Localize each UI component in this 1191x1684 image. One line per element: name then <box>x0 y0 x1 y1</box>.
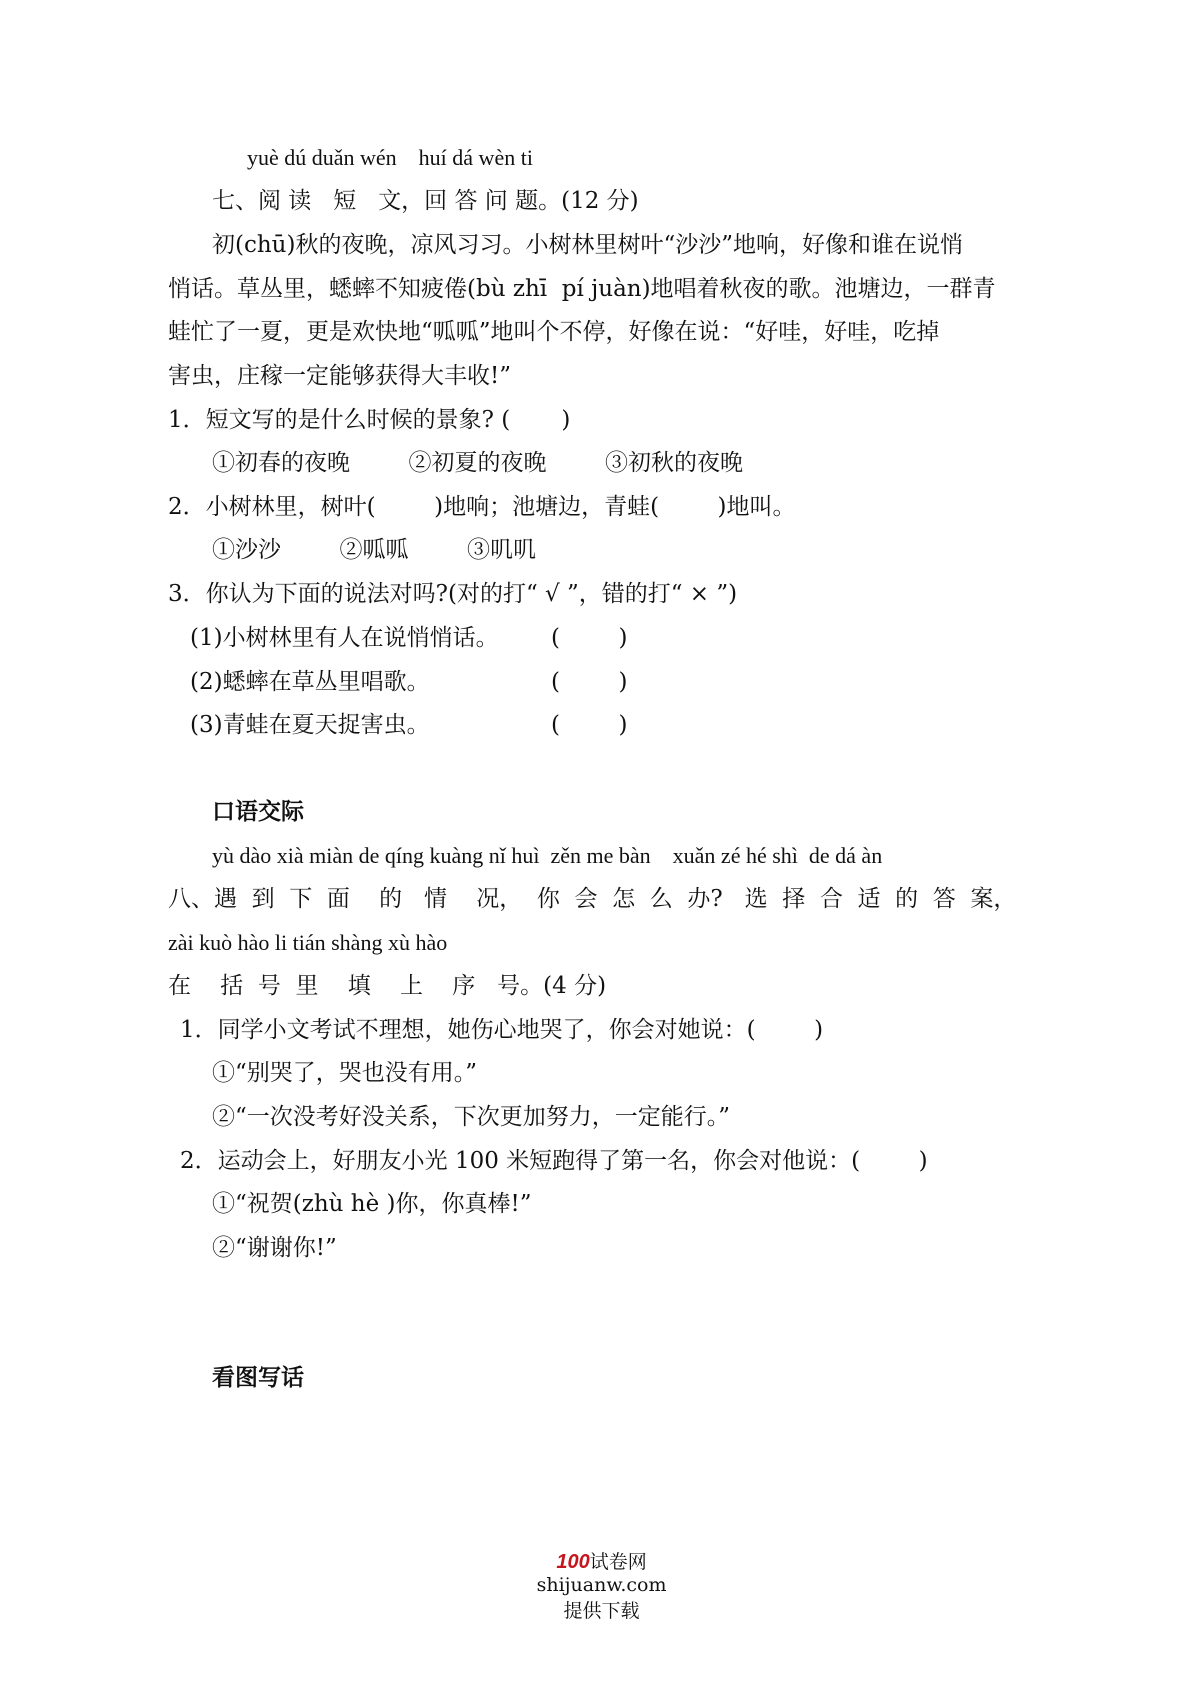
section7-pinyin: yuè dú duǎn wén huí dá wèn ti <box>247 145 533 170</box>
question-1: 1．短文写的是什么时候的景象? ( ) <box>168 407 571 433</box>
oral-question-2-option-1: ①“祝贺(zhù hè )你，你真棒!” <box>212 1191 532 1217</box>
section8-pinyin-2: zài kuò hào li tián shàng xù hào <box>168 930 448 955</box>
section8-heading-1: 八、遇 到 下 面 的 情 况， 你 会 怎 么 办? 选 择 合 适 的 答 案， <box>168 886 1017 912</box>
page-footer <box>0 1525 1191 1623</box>
statement-2: (2)蟋蟀在草丛里唱歌。 <box>190 669 430 695</box>
statement-1-answer-blank: ( ) <box>551 625 628 651</box>
oral-question-1-option-1: ①“别哭了，哭也没有用。” <box>212 1060 478 1086</box>
statement-3-answer-blank: ( ) <box>551 712 628 738</box>
question-1-options: ①初春的夜晚 ②初夏的夜晚 ③初秋的夜晚 <box>212 450 743 476</box>
question-2: 2．小树林里，树叶( )地响；池塘边，青蛙( )地叫。 <box>168 494 796 520</box>
passage-line-3: 蛙忙了一夏，更是欢快地“呱呱”地叫个不停，好像在说：“好哇，好哇，吃掉 <box>168 319 940 345</box>
footer-site-name: 试卷网 <box>589 1551 647 1573</box>
question-2-options: ①沙沙 ②呱呱 ③叽叽 <box>212 537 536 563</box>
section8-pinyin-1: yù dào xià miàn de qíng kuàng nǐ huì zěn me bàn xuǎn zé hé shì de dá àn <box>212 843 883 868</box>
oral-question-2: 2．运动会上，好朋友小光 100 米短跑得了第一名，你会对他说：( ) <box>180 1148 928 1174</box>
passage-line-2: 悄话。草丛里，蟋蟀不知疲倦(bù zhī pí juàn)地唱着秋夜的歌。池塘边，一群青 <box>168 276 996 302</box>
oral-question-1-option-2: ②“一次没考好没关系，下次更加努力，一定能行。” <box>212 1104 731 1130</box>
oral-question-1: 1．同学小文考试不理想，她伤心地哭了，你会对她说：( ) <box>180 1017 824 1043</box>
statement-3: (3)青蛙在夏天捉害虫。 <box>190 712 430 738</box>
footer-domain: shijuanw.com <box>536 1574 667 1596</box>
section7-heading: 七、阅 读 短 文，回 答 问 题。(12 分) <box>212 188 639 214</box>
footer-note: 提供下载 <box>563 1600 640 1622</box>
oral-question-2-option-2: ②“谢谢你!” <box>212 1235 337 1261</box>
site-logo-icon: 100 <box>556 1551 590 1573</box>
oral-section-title: 口语交际 <box>212 798 304 825</box>
passage-line-1: 初(chū)秋的夜晚，凉风习习。小树林里树叶“沙沙”地响，好像和谁在说悄 <box>212 232 963 258</box>
statement-1: (1)小树林里有人在说悄悄话。 <box>190 625 499 651</box>
passage-line-4: 害虫，庄稼一定能够获得大丰收!” <box>168 363 512 389</box>
statement-2-answer-blank: ( ) <box>551 669 628 695</box>
section8-heading-2: 在 括 号 里 填 上 序 号。(4 分) <box>168 973 607 999</box>
question-3: 3．你认为下面的说法对吗?(对的打“ √ ”，错的打“ × ”) <box>168 581 738 607</box>
writing-section-title: 看图写话 <box>212 1364 304 1391</box>
